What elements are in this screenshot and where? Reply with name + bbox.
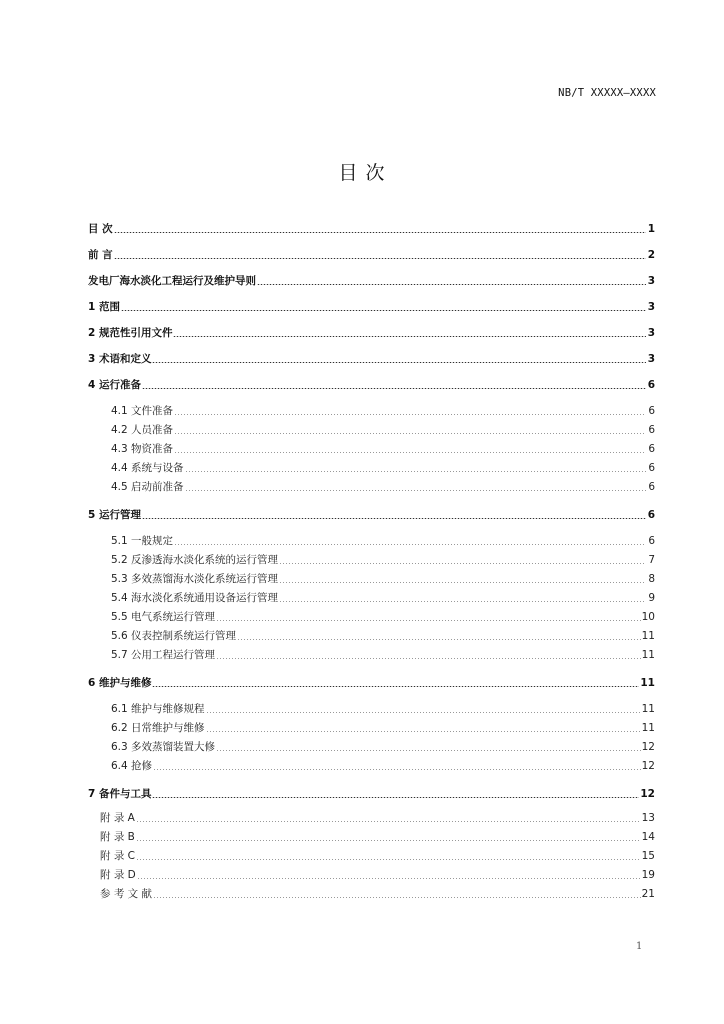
toc-entry-page: 6 <box>647 379 655 391</box>
toc-entry-label: 5.3 多效蒸馏海水淡化系统运行管理 <box>111 573 279 585</box>
toc-entry[interactable] <box>88 376 655 392</box>
toc-entry[interactable] <box>111 440 655 456</box>
toc-entry[interactable] <box>88 350 655 366</box>
toc-entry-label: 4.4 系统与设备 <box>111 462 184 474</box>
toc-entry-label: 附 录 C <box>100 850 136 862</box>
toc-leader-dots <box>152 362 646 363</box>
toc-entry-label: 6.3 多效蒸馏装置大修 <box>111 741 216 753</box>
toc-entry-page: 9 <box>648 592 655 604</box>
toc-entry-page: 19 <box>641 869 655 881</box>
toc-entry[interactable] <box>100 809 655 825</box>
toc-entry-page: 6 <box>648 481 655 493</box>
toc-entry-label: 4.5 启动前准备 <box>111 481 184 493</box>
toc-entry-page: 11 <box>641 722 655 734</box>
toc-entry[interactable] <box>111 646 655 662</box>
toc-entry[interactable] <box>111 738 655 754</box>
toc-entry-label: 6.2 日常维护与维修 <box>111 722 205 734</box>
toc-heading: 目 次 <box>338 162 386 184</box>
toc-entry-label: 附 录 D <box>100 869 136 881</box>
toc-entry[interactable] <box>88 785 655 801</box>
toc-entry-label: 5.4 海水淡化系统通用设备运行管理 <box>111 592 279 604</box>
toc-entry-page: 6 <box>648 443 655 455</box>
toc-entry-page: 11 <box>641 649 655 661</box>
toc-leader-dots <box>142 518 646 519</box>
toc-entry-label: 5.1 一般规定 <box>111 535 174 547</box>
toc-entry-page: 21 <box>641 888 655 900</box>
toc-entry-page: 11 <box>641 630 655 642</box>
toc-entry-label: 4.1 文件准备 <box>111 405 174 417</box>
toc-leader-dots <box>279 601 646 602</box>
toc-leader-dots <box>136 821 641 822</box>
toc-entry[interactable] <box>111 757 655 773</box>
toc-leader-dots <box>206 712 641 713</box>
toc-leader-dots <box>173 336 646 337</box>
toc-entry-label: 6.1 维护与维修规程 <box>111 703 205 715</box>
toc-leader-dots <box>185 471 646 472</box>
toc-leader-dots <box>174 414 646 415</box>
toc-entry[interactable] <box>111 589 655 605</box>
toc-leader-dots <box>174 544 646 545</box>
toc-entry[interactable] <box>111 459 655 475</box>
standard-code: NB/T XXXXX—XXXX <box>558 87 656 99</box>
toc-entry-label: 5.7 公用工程运行管理 <box>111 649 216 661</box>
toc-entry-page: 12 <box>641 741 655 753</box>
toc-leader-dots <box>137 878 641 879</box>
toc-entry-page: 2 <box>647 249 655 261</box>
toc-leader-dots <box>237 639 641 640</box>
toc-leader-dots <box>114 258 646 259</box>
toc-entry[interactable] <box>100 847 655 863</box>
toc-leader-dots <box>153 769 641 770</box>
toc-leader-dots <box>206 731 641 732</box>
toc-entry-page: 6 <box>648 405 655 417</box>
toc-leader-dots <box>174 433 646 434</box>
toc-entry[interactable] <box>100 828 655 844</box>
toc-entry-label: 2 规范性引用文件 <box>88 327 173 339</box>
toc-leader-dots <box>152 797 639 798</box>
toc-entry-page: 3 <box>647 327 655 339</box>
toc-entry-page: 11 <box>640 677 655 689</box>
toc-entry[interactable] <box>88 298 655 314</box>
toc-entry-label: 附 录 A <box>100 812 135 824</box>
toc-leader-dots <box>142 388 646 389</box>
toc-entry-page: 13 <box>641 812 655 824</box>
toc-entry-page: 6 <box>648 462 655 474</box>
toc-leader-dots <box>216 658 641 659</box>
toc-entry[interactable] <box>100 885 655 901</box>
toc-leader-dots <box>279 582 646 583</box>
toc-entry-label: 4.2 人员准备 <box>111 424 174 436</box>
toc-entry-page: 6 <box>648 535 655 547</box>
toc-leader-dots <box>257 284 646 285</box>
toc-entry-page: 12 <box>640 788 655 800</box>
toc-entry[interactable] <box>111 719 655 735</box>
toc-leader-dots <box>152 686 639 687</box>
toc-entry-page: 12 <box>641 760 655 772</box>
toc-entry-label: 6 维护与维修 <box>88 677 152 689</box>
toc-entry-label: 参 考 文 献 <box>100 888 153 900</box>
toc-entry-label: 4 运行准备 <box>88 379 141 391</box>
toc-entry-label: 1 范围 <box>88 301 120 313</box>
toc-entry[interactable] <box>111 478 655 494</box>
toc-entry-label: 5.6 仪表控制系统运行管理 <box>111 630 237 642</box>
toc-entry-page: 8 <box>648 573 655 585</box>
toc-entry-page: 6 <box>647 509 655 521</box>
toc-leader-dots <box>185 490 646 491</box>
toc-entry-label: 3 术语和定义 <box>88 353 152 365</box>
toc-entry[interactable] <box>111 532 655 548</box>
toc-entry-label: 发电厂海水淡化工程运行及维护导则 <box>88 275 256 287</box>
toc-leader-dots <box>216 620 641 621</box>
toc-leader-dots <box>114 232 646 233</box>
toc-entry-label: 5 运行管理 <box>88 509 141 521</box>
toc-entry[interactable] <box>111 551 655 567</box>
toc-entry-page: 7 <box>648 554 655 566</box>
toc-entry-page: 3 <box>647 275 655 287</box>
toc-leader-dots <box>153 897 641 898</box>
toc-entry-page: 1 <box>647 223 655 235</box>
toc-entry[interactable] <box>88 272 655 288</box>
toc-entry[interactable] <box>88 324 655 340</box>
toc-entry-label: 6.4 抢修 <box>111 760 153 772</box>
toc-leader-dots <box>174 452 646 453</box>
toc-entry[interactable] <box>111 570 655 586</box>
toc-entry[interactable] <box>88 220 655 236</box>
toc-entry-page: 3 <box>647 353 655 365</box>
toc-entry[interactable] <box>88 674 655 690</box>
page-number: 1 <box>636 941 643 952</box>
toc-entry[interactable] <box>88 506 655 522</box>
toc-entry-label: 附 录 B <box>100 831 135 843</box>
toc-entry[interactable] <box>111 627 655 643</box>
toc-entry-label: 4.3 物资准备 <box>111 443 174 455</box>
toc-entry[interactable] <box>88 246 655 262</box>
toc-entry[interactable] <box>111 402 655 418</box>
toc-leader-dots <box>121 310 646 311</box>
toc-entry-page: 3 <box>647 301 655 313</box>
toc-entry-page: 11 <box>641 703 655 715</box>
toc-entry-page: 14 <box>641 831 655 843</box>
toc-entry-label: 7 备件与工具 <box>88 788 152 800</box>
toc-entry-label: 前 言 <box>88 249 113 261</box>
toc-leader-dots <box>279 563 646 564</box>
toc-entry-label: 5.2 反渗透海水淡化系统的运行管理 <box>111 554 279 566</box>
toc-leader-dots <box>136 840 641 841</box>
toc-entry-page: 15 <box>641 850 655 862</box>
toc-leader-dots <box>216 750 641 751</box>
toc-entry-label: 目 次 <box>88 223 113 235</box>
toc-entry-page: 6 <box>648 424 655 436</box>
toc-entry[interactable] <box>111 608 655 624</box>
toc-entry[interactable] <box>111 700 655 716</box>
toc-entry-label: 5.5 电气系统运行管理 <box>111 611 216 623</box>
toc-entry[interactable] <box>111 421 655 437</box>
toc-entry-page: 10 <box>641 611 655 623</box>
toc-entry[interactable] <box>100 866 655 882</box>
toc-leader-dots <box>136 859 641 860</box>
